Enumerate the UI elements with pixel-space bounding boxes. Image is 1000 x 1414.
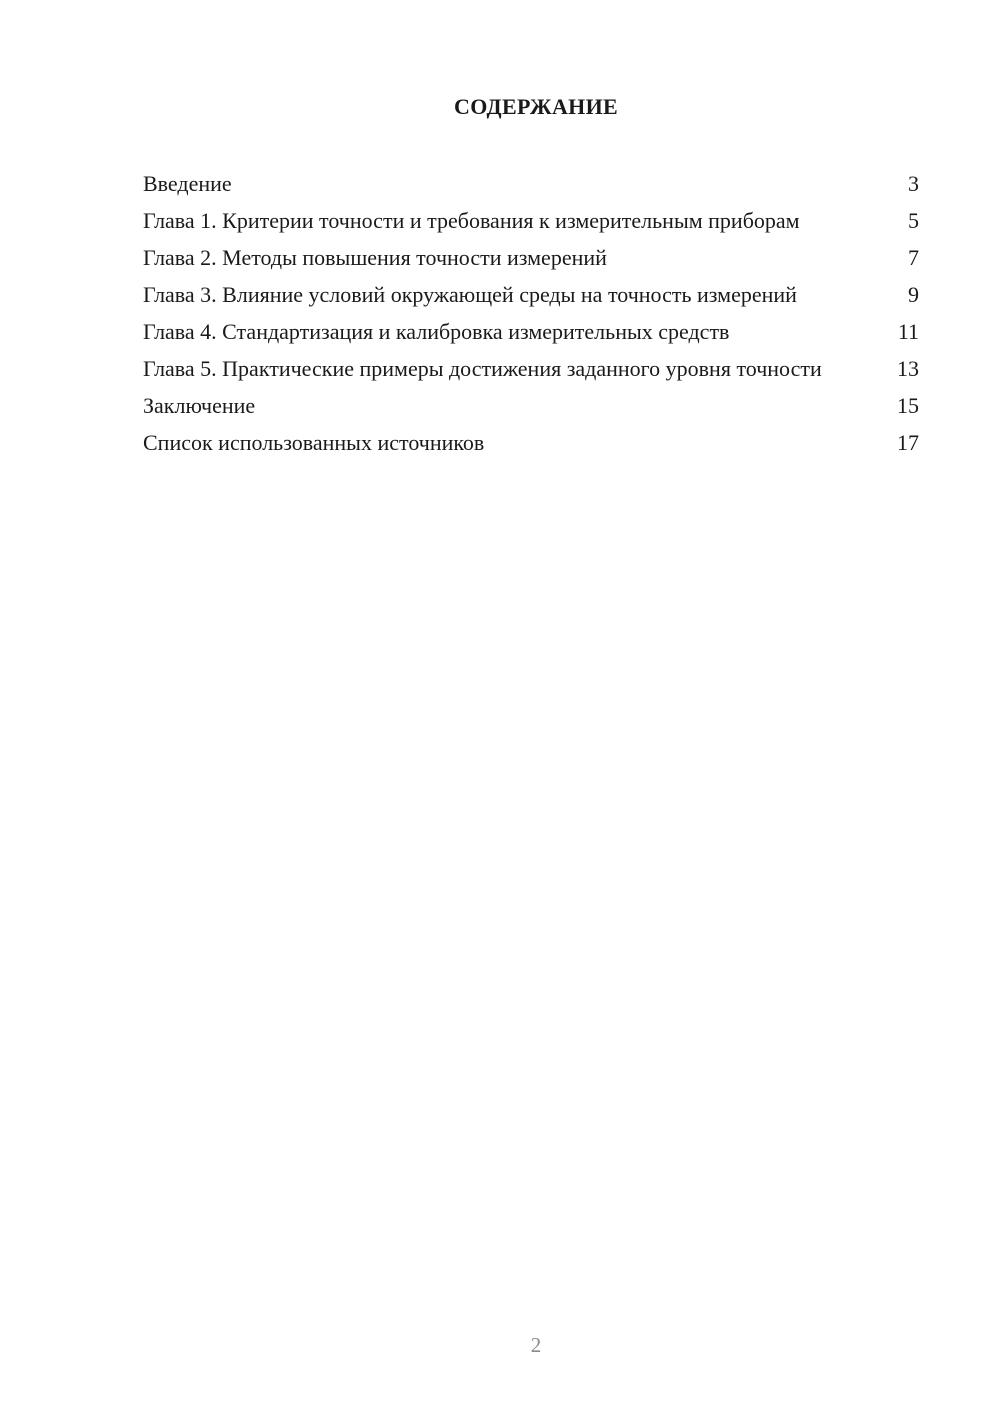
toc-entry-page: 17 [897, 430, 919, 455]
toc-entry-chapter-1 [143, 207, 919, 234]
toc-heading: СОДЕРЖАНИЕ [454, 94, 618, 119]
page-number: 2 [530, 1333, 542, 1357]
toc-entry-chapter-5 [143, 355, 919, 382]
toc-entry-conclusion [143, 392, 919, 419]
toc-entry-page: 11 [897, 319, 919, 344]
toc-entry-title: Глава 5. Практические примеры достижения заданного уровня точности [143, 356, 822, 381]
toc-entry-title: Глава 1. Критерии точности и требования к измерительным приборам [143, 208, 800, 233]
toc-entry-introduction [143, 170, 919, 197]
toc-entry-page: 13 [897, 356, 919, 381]
toc-entry-page: 9 [908, 282, 919, 307]
toc-entry-title: Заключение [143, 393, 256, 418]
toc-entry-title: Глава 2. Методы повышения точности измерений [143, 245, 607, 270]
toc-entry-page: 7 [908, 245, 919, 270]
toc-entry-references [143, 429, 919, 456]
toc-entry-title: Глава 3. Влияние условий окружающей среды на точность измерений [143, 282, 797, 307]
toc-entry-page: 3 [908, 171, 919, 196]
toc-entry-title: Глава 4. Стандартизация и калибровка измерительных средств [143, 319, 730, 344]
toc-entry-chapter-3 [143, 281, 919, 308]
toc-entry-chapter-4 [143, 318, 919, 345]
toc-entry-page: 15 [897, 393, 919, 418]
toc-entry-chapter-2 [143, 244, 919, 271]
toc-entry-page: 5 [908, 208, 919, 233]
toc-entry-title: Список использованных источников [143, 430, 485, 455]
toc-entry-title: Введение [143, 171, 232, 196]
table-of-contents [143, 170, 919, 466]
